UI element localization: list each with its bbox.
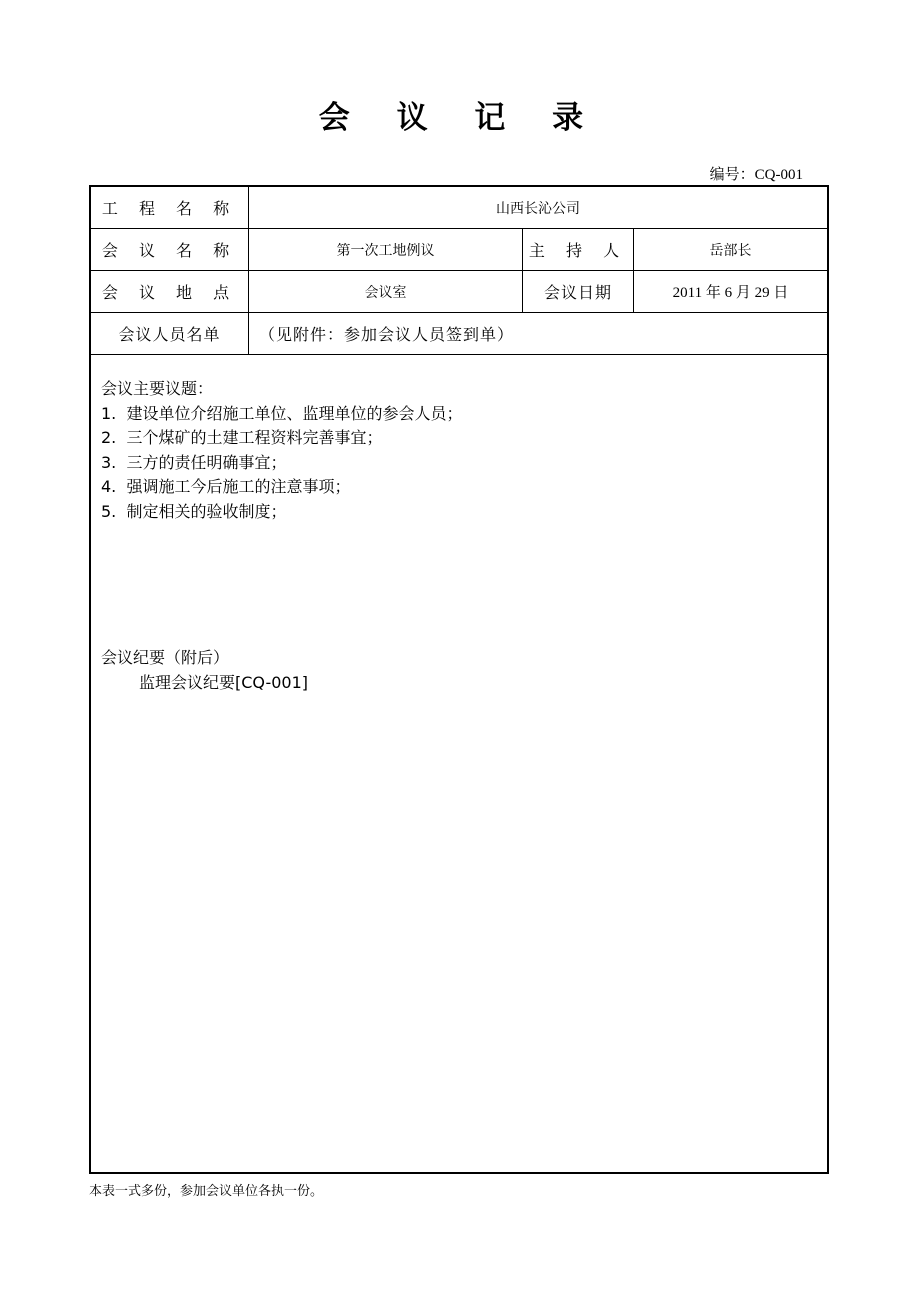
- agenda-item: 5. 制定相关的验收制度；: [101, 501, 287, 521]
- footer-note: 本表一式多份，参加会议单位各执一份。: [89, 1184, 324, 1199]
- host-value: 岳部长: [709, 242, 752, 259]
- document-title: 会 议 记 录: [318, 100, 602, 136]
- agenda-item: 3. 三方的责任明确事宜；: [101, 452, 287, 472]
- host-label: 主 持 人: [528, 241, 628, 260]
- document-number: 编号：CQ-001: [709, 167, 803, 183]
- minutes-item: 监理会议纪要[CQ-001]: [139, 672, 309, 692]
- minutes-heading: 会议纪要（附后）: [101, 648, 230, 667]
- location-label: 会 议 地 点: [101, 283, 238, 302]
- date-value: 2011 年 6 月 29 日: [672, 285, 789, 301]
- project-name-value: 山西长沁公司: [496, 200, 580, 217]
- agenda-heading: 会议主要议题：: [101, 379, 214, 398]
- meeting-record-table: [89, 185, 829, 1174]
- project-name-label: 工 程 名 称: [101, 199, 238, 218]
- agenda-item: 1. 建设单位介绍施工单位、监理单位的参会人员；: [101, 403, 463, 423]
- agenda-item: 4. 强调施工今后施工的注意事项；: [101, 477, 351, 496]
- meeting-content: [101, 377, 462, 695]
- row-divider: [91, 354, 827, 355]
- agenda-item: 2. 三个煤矿的土建工程资料完善事宜；: [101, 428, 383, 447]
- attendees-label: 会议人员名单: [118, 325, 221, 344]
- meeting-name-label: 会 议 名 称: [101, 241, 238, 260]
- attendees-value: （见附件：参加会议人员签到单）: [259, 325, 515, 344]
- meeting-name-value: 第一次工地例议: [336, 242, 435, 259]
- location-value: 会议室: [364, 284, 407, 301]
- date-label: 会议日期: [543, 283, 612, 302]
